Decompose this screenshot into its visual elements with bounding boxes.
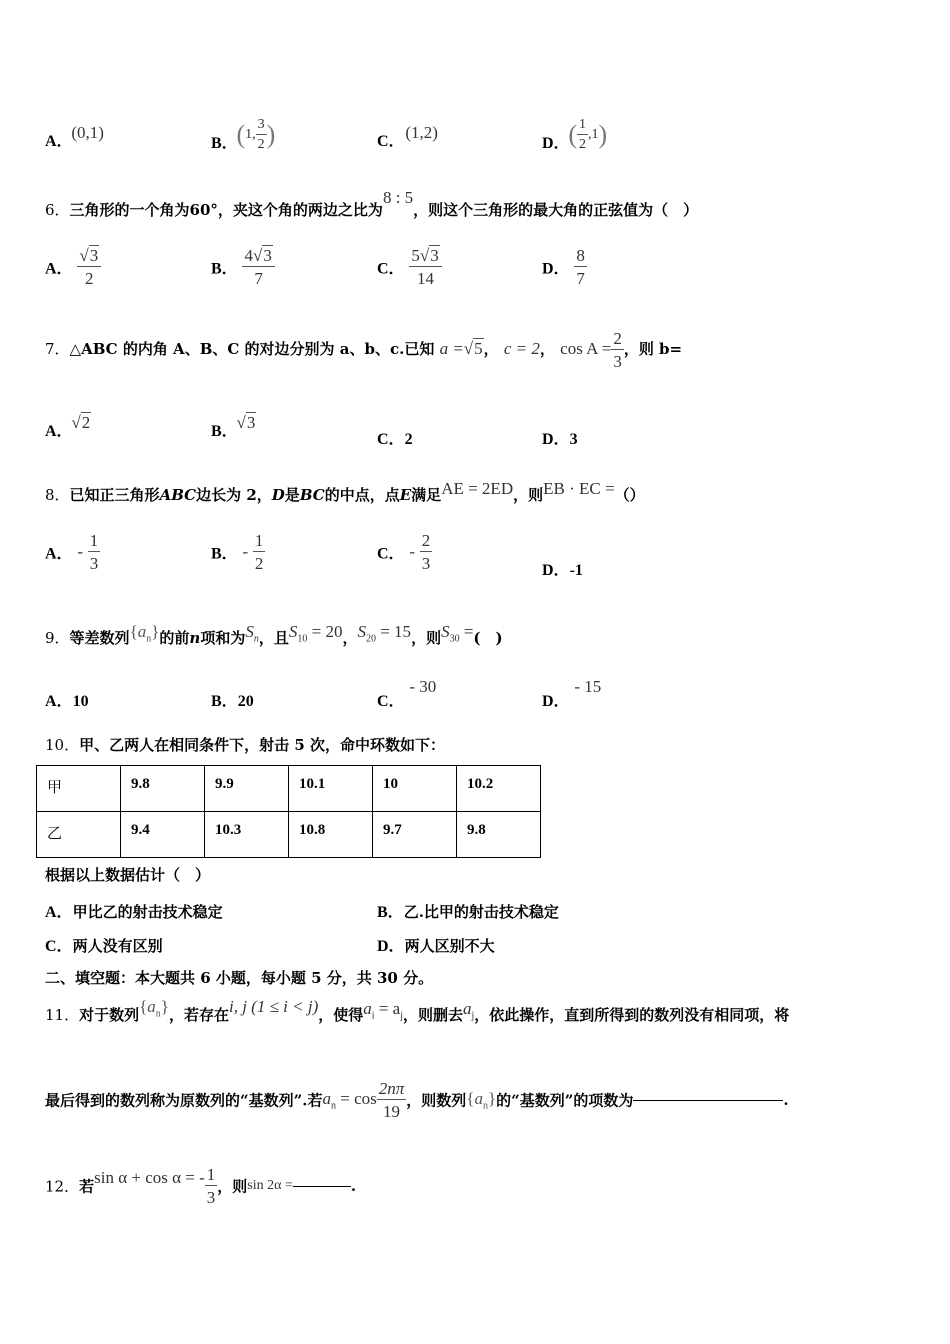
- question-9: 9．等差数列$\{a_n\}$的前n项和为$S_n$，且$S_{10} = 20$，$S_{20} = 15$，则$S_{30}$ =( ): [45, 622, 503, 647]
- question-12: 12．若sin α + cos α = - $\frac{1}{3}$ ，则sin 2α = .: [45, 1165, 357, 1207]
- q10-question: 根据以上数据估计（ ）: [45, 866, 211, 884]
- table-cell: 9.9: [205, 766, 289, 812]
- q9-option-a[interactable]: A．10: [45, 693, 89, 710]
- q8-option-c[interactable]: C． - $\frac{2}{3}$: [377, 531, 431, 573]
- table-cell: 9.7: [373, 812, 457, 858]
- q6-option-a[interactable]: A． $\frac{√3}{2}$: [45, 247, 101, 287]
- q9-option-d[interactable]: D． - 15: [542, 677, 602, 710]
- table-cell: 10.2: [457, 766, 541, 812]
- option-value: (0,1): [71, 123, 104, 142]
- option-value: √3: [236, 413, 256, 432]
- row-header: 甲: [37, 766, 121, 812]
- answer-blank[interactable]: [293, 1186, 351, 1187]
- q7-option-b[interactable]: B． √3: [211, 413, 256, 440]
- question-7: 7．△ABC 的内角 A、B、C 的对边分别为 a、b、c.已知 a =√5， c = 2， cos A = $\frac{2}{3}$ ，则 b=: [45, 329, 683, 371]
- table-cell: 10: [373, 766, 457, 812]
- option-value: - 15: [574, 677, 602, 696]
- option-value: - 30: [409, 677, 437, 696]
- option-text: 甲比乙的射击技术稳定: [72, 903, 223, 921]
- table-cell: 10.8: [289, 812, 373, 858]
- q10-option-d[interactable]: D．两人区别不大: [377, 937, 495, 955]
- question-6: 6．三角形的一个角为60°，夹这个角的两边之比为8 : 5，则这个三角形的最大角的正弦值为（ ）: [45, 188, 699, 219]
- q5-option-b[interactable]: [211, 117, 281, 162]
- option-value: $\frac{1}{2}$: [254, 531, 264, 573]
- option-value: $\frac{8}{7}$: [576, 246, 585, 288]
- q9-option-b[interactable]: B．20: [211, 693, 254, 710]
- answer-blank[interactable]: [633, 1100, 783, 1101]
- table-cell: 9.8: [121, 766, 205, 812]
- section-heading: 二、填空题：本大题共 6 小题，每小题 5 分，共 30 分。: [45, 969, 434, 987]
- question-10: 10．甲、乙两人在相同条件下，射击 5 次，命中环数如下：: [45, 736, 445, 754]
- option-value: (1, $\frac{3}{2}$ ): [236, 117, 276, 152]
- option-value: 10: [72, 693, 89, 710]
- option-value: (1,2): [405, 123, 438, 142]
- option-value: $\frac{2}{3}$: [421, 531, 431, 573]
- option-value: 3: [569, 431, 578, 448]
- option-value: $\frac{1}{3}$: [89, 531, 99, 573]
- q7-option-c[interactable]: C．2: [377, 431, 413, 448]
- q8-option-b[interactable]: B． - $\frac{1}{2}$: [211, 531, 264, 573]
- q8-option-a[interactable]: A． - $\frac{1}{3}$: [45, 531, 99, 573]
- score-table: [36, 765, 541, 858]
- option-label: A．: [45, 133, 73, 150]
- q7-option-d[interactable]: D．3: [542, 431, 578, 448]
- q7-option-a[interactable]: A． √2: [45, 413, 91, 440]
- option-value: 20: [237, 693, 254, 710]
- q6-option-d[interactable]: D． $\frac{8}{7}$: [542, 246, 585, 288]
- table-row: [37, 766, 541, 812]
- table-cell: 10.1: [289, 766, 373, 812]
- question-8: 8．已知正三角形ABC边长为 2，D是BC的中点，点E满足AE = 2ED，则EB · EC =（）: [45, 479, 645, 504]
- table-cell: 9.4: [121, 812, 205, 858]
- table-cell: 10.3: [205, 812, 289, 858]
- q5-option-c[interactable]: [377, 123, 442, 151]
- q6-option-c[interactable]: C． $\frac{5√3}{14}$: [377, 247, 442, 287]
- row-header: 乙: [37, 812, 121, 858]
- question-11-line1: 11．对于数列$\{a_n\}$，若存在i, j (1 ≤ i < j)，使得$a_i = a_j$，则删去$a_j$，依此操作，直到所得到的数列没有相同项，将: [45, 997, 790, 1024]
- option-label: C．: [377, 133, 405, 150]
- q8-option-d[interactable]: D．-1: [542, 562, 583, 579]
- q10-option-b[interactable]: B．乙.比甲的射击技术稳定: [377, 903, 559, 921]
- option-value: ( $\frac{1}{2}$ ,1): [568, 117, 608, 152]
- option-value: $\frac{√3}{2}$: [77, 247, 101, 287]
- option-text: 乙.比甲的射击技术稳定: [403, 903, 559, 921]
- option-value: √2: [71, 413, 91, 432]
- question-11-line2: 最后得到的数列称为原数列的“基数列”.若$a_n = \cos$ $\frac{2n\pi}{19}$ ，则数列$\{a_n\}$的“基数列”的项数为 .: [45, 1079, 789, 1121]
- option-label: B．: [211, 135, 238, 153]
- option-value: $\frac{4√3}{7}$: [242, 247, 274, 287]
- option-text: 两人没有区别: [72, 937, 163, 955]
- q9-option-c[interactable]: C． - 30: [377, 677, 437, 710]
- q10-option-a[interactable]: A．甲比乙的射击技术稳定: [45, 903, 223, 921]
- q5-option-d[interactable]: [542, 117, 613, 162]
- q10-option-c[interactable]: C．两人没有区别: [45, 937, 163, 955]
- option-text: 两人区别不大: [404, 937, 495, 955]
- option-value: $\frac{5√3}{14}$: [409, 247, 441, 287]
- option-value: 2: [404, 431, 413, 448]
- option-value: -1: [569, 562, 583, 579]
- q6-option-b[interactable]: B． $\frac{4√3}{7}$: [211, 247, 275, 287]
- option-label: D．: [542, 135, 570, 153]
- q5-option-a[interactable]: [45, 123, 110, 151]
- table-row: [37, 812, 541, 858]
- table-cell: 9.8: [457, 812, 541, 858]
